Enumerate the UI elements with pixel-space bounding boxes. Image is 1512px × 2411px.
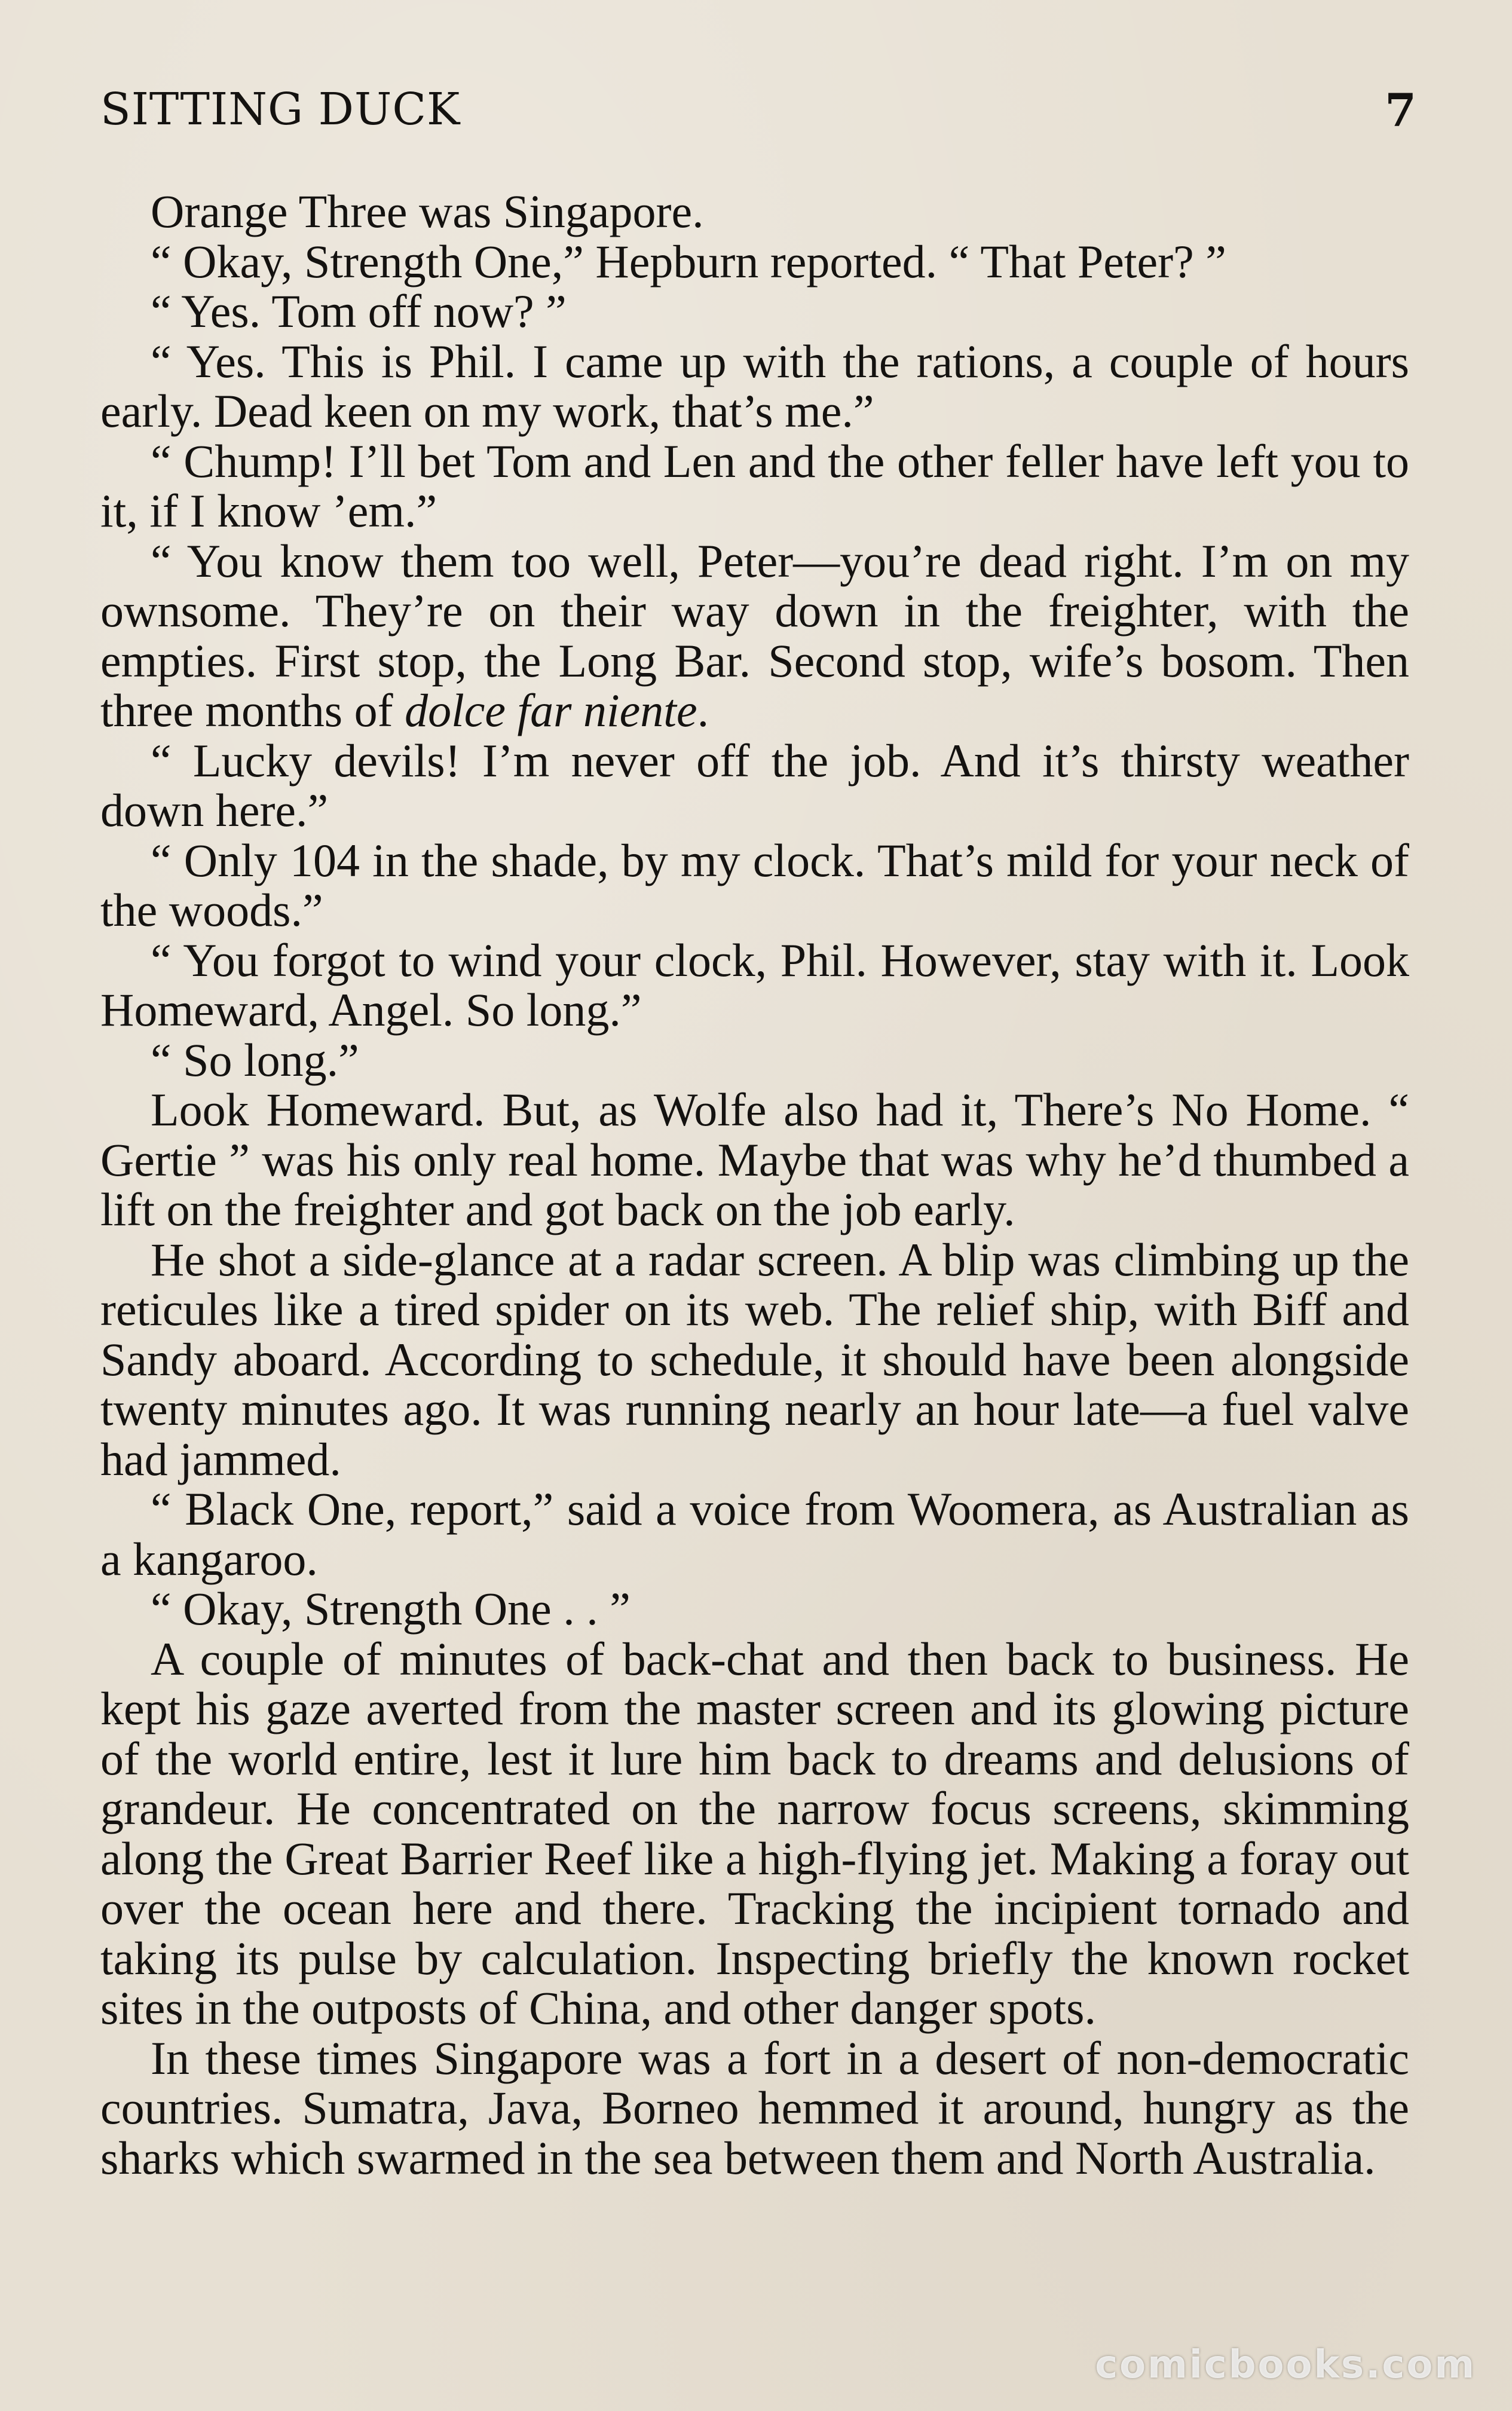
paragraph: “ Only 104 in the shade, by my clock. That’s mild for your neck of the woods.”	[100, 834, 1409, 936]
paragraph: Look Homeward. But, as Wolfe also had it, There’s No Home. “ Gertie ” was his only real home. Maybe that was why he’d thumbed a lift on the freighter and got back on the job early.	[100, 1084, 1409, 1235]
paragraph: He shot a side-glance at a radar screen. A blip was climbing up the reticules like a tired spider on its web. The relief ship, with Biff and Sandy aboard. According to schedule, it should have been alongside twenty minutes ago. It was running nearly an hour late—a fuel valve had jammed.	[100, 1233, 1409, 1485]
running-head: SITTING DUCK	[100, 84, 461, 135]
italic-phrase: dolce far niente	[405, 684, 697, 736]
paragraph: “ Yes. Tom off now? ”	[151, 285, 567, 337]
page-number: 7	[1385, 84, 1416, 137]
paragraph: “ You forgot to wind your clock, Phil. However, stay with it. Look Homeward, Angel. So long.”	[100, 934, 1409, 1036]
paragraph: A couple of minutes of back-chat and then back to business. He kept his gaze averted from the master screen and its glowing picture of the world entire, lest it lure him back to dreams and delusions of grandeur. He concentrated on the narrow focus screens, skimming along the Great Barrier Reef like a high-flying jet. Making a foray out over the ocean here and there. Tracking the incipient tornado and taking its pulse by calculation. Inspecting briefly the known rocket sites in the outposts of China, and other danger spots.	[100, 1632, 1409, 2034]
paragraph: “ Yes. This is Phil. I came up with the rations, a couple of hours early. Dead keen on my work, that’s me.”	[100, 335, 1409, 437]
paragraph: “ Chump! I’ll bet Tom and Len and the other feller have left you to it, if I know ’em.”	[100, 435, 1409, 537]
paragraph: Orange Three was Singapore.	[151, 185, 704, 237]
page-header	[100, 84, 1416, 149]
paragraph: “ Black One, report,” said a voice from Woomera, as Australian as a kangaroo.	[100, 1483, 1409, 1585]
paragraph-text: “ You know them too well, Peter—you’re dead right. I’m on my ownsome. They’re on their way down in the freighter, with the empties. First stop, the Long Bar. Second stop, wife’s bosom. Then three months of	[100, 534, 1409, 736]
paragraph: “ So long.”	[151, 1033, 359, 1086]
paragraph: “ Okay, Strength One . . ”	[151, 1583, 630, 1635]
paragraph	[100, 536, 1409, 736]
paragraph: In these times Singapore was a fort in a desert of non-democratic countries. Sumatra, Java, Borneo hemmed it around, hungry as the sharks which swarmed in the sea between them and North Australia.	[100, 2031, 1409, 2184]
body-text	[100, 186, 1409, 2183]
watermark: comicbooks.com	[1095, 2343, 1476, 2387]
paragraph: “ Lucky devils! I’m never off the job. And it’s thirsty weather down here.”	[100, 734, 1409, 836]
paragraph: “ Okay, Strength One,” Hepburn reported. “ That Peter? ”	[151, 235, 1226, 287]
paragraph-tail: .	[697, 684, 709, 736]
